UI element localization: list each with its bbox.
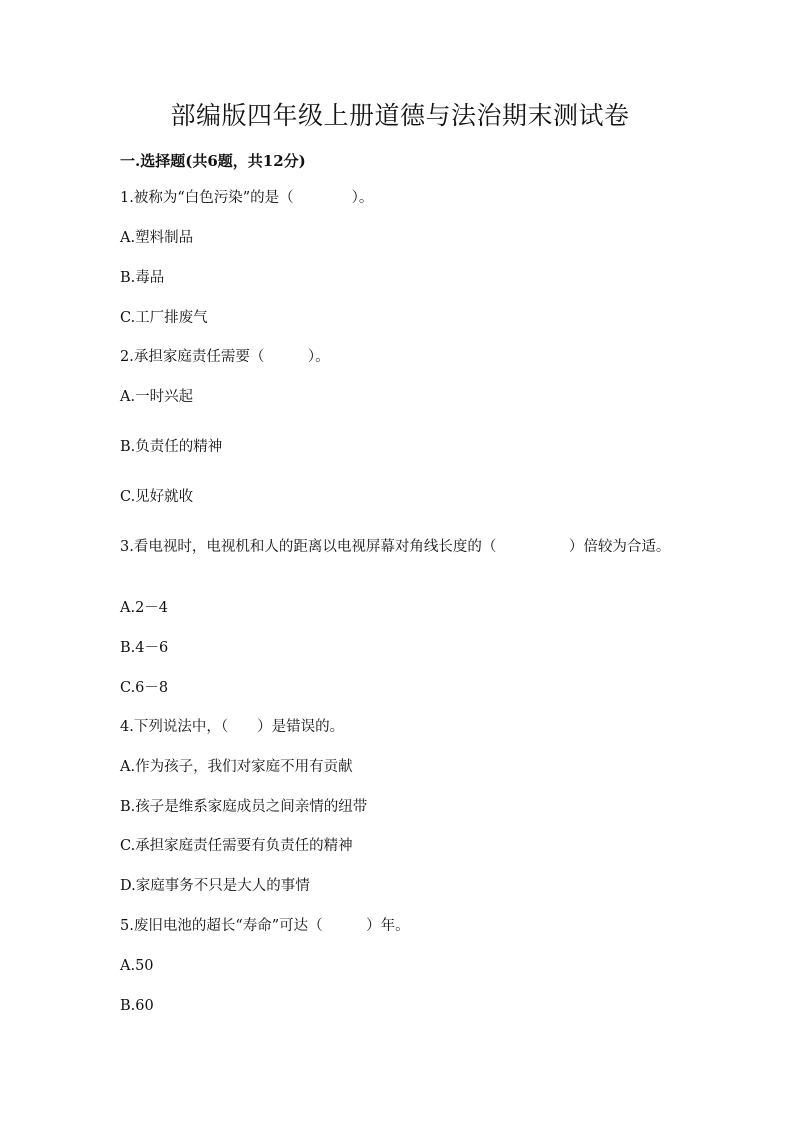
question-2-stem: 2.承担家庭责任需要（ ）。 <box>120 349 330 365</box>
question-2-option-a: A.一时兴起 <box>120 389 194 405</box>
exam-title: 部编版四年级上册道德与法治期末测试卷 <box>170 101 630 130</box>
question-2-option-c: C.见好就收 <box>120 489 194 505</box>
question-4-stem: 4.下列说法中，（ ）是错误的。 <box>120 719 345 735</box>
question-3-option-a: A.2－4 <box>120 600 169 616</box>
question-1-option-c: C.工厂排废气 <box>120 310 208 326</box>
question-4-option-a: A.作为孩子，我们对家庭不用有贡献 <box>120 759 353 775</box>
section-heading: 一.选择题(共6题，共12分) <box>120 152 306 170</box>
question-3-stem: 3.看电视时，电视机和人的距离以电视屏幕对角线长度的（ ）倍较为合适。 <box>120 539 671 555</box>
question-1-stem: 1.被称为“白色污染”的是（ ）。 <box>120 190 374 206</box>
question-1-option-b: B.毒品 <box>120 270 165 286</box>
question-5-stem: 5.废旧电池的超长“寿命”可达（ ）年。 <box>120 918 410 934</box>
question-2-option-b: B.负责任的精神 <box>120 439 223 455</box>
question-4-option-d: D.家庭事务不只是大人的事情 <box>120 878 310 894</box>
question-3-option-b: B.4－6 <box>120 640 169 656</box>
question-1-option-a: A.塑料制品 <box>120 230 194 246</box>
question-3-option-c: C.6－8 <box>120 680 169 696</box>
question-4-option-c: C.承担家庭责任需要有负责任的精神 <box>120 838 353 854</box>
question-5-option-a: A.50 <box>120 958 154 974</box>
question-5-option-b: B.60 <box>120 998 154 1014</box>
question-4-option-b: B.孩子是维系家庭成员之间亲情的纽带 <box>120 799 368 815</box>
